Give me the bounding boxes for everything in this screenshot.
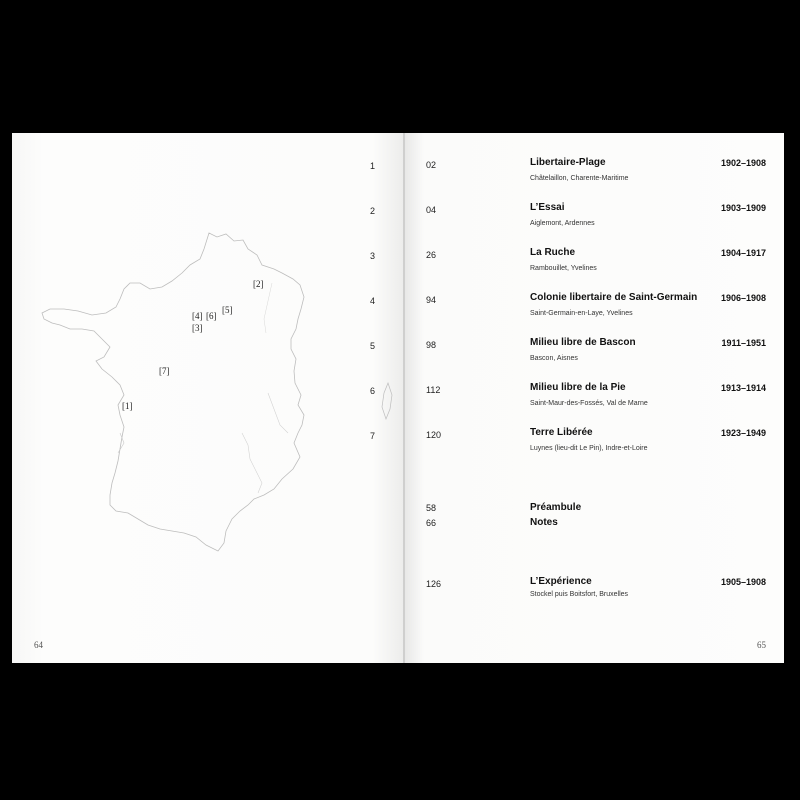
map-marker-4: [4] bbox=[192, 311, 203, 321]
extra-page-ref: 66 bbox=[426, 518, 437, 528]
entry-page-ref: 94 bbox=[426, 295, 437, 305]
extra-title-preambule: Préambule bbox=[530, 502, 582, 513]
extra-title-notes: Notes bbox=[530, 517, 558, 528]
entry-title: Libertaire-Plage bbox=[530, 157, 606, 168]
entry-location: Rambouillet, Yvelines bbox=[530, 265, 597, 272]
entry-years: 1923–1949 bbox=[720, 428, 766, 438]
list-number-3: 3 bbox=[370, 251, 376, 261]
entry-title: Milieu libre de la Pie bbox=[530, 382, 626, 393]
entry-page-ref: 120 bbox=[426, 430, 442, 440]
page-number-right: 65 bbox=[757, 640, 766, 650]
map-marker-1: [1] bbox=[122, 401, 133, 411]
entry-location: Saint-Germain-en-Laye, Yvelines bbox=[530, 310, 633, 317]
entry-location: Bascon, Aisnes bbox=[530, 355, 578, 362]
map-marker-3: [3] bbox=[192, 323, 203, 333]
entry-location: Châtelaillon, Charente-Maritime bbox=[530, 175, 629, 182]
entry-years: 1905–1908 bbox=[720, 577, 766, 587]
list-number-5: 5 bbox=[370, 341, 376, 351]
entry-years: 1902–1908 bbox=[720, 158, 766, 168]
entry-location: Saint-Maur-des-Fossés, Val de Marne bbox=[530, 400, 648, 407]
entry-title: L’Expérience bbox=[530, 576, 592, 587]
entry-location: Luynes (lieu-dit Le Pin), Indre-et-Loire bbox=[530, 445, 648, 452]
entry-years: 1911–1951 bbox=[721, 338, 766, 348]
entry-page-ref: 126 bbox=[426, 579, 442, 589]
map-marker-2: [2] bbox=[253, 279, 264, 289]
entry-page-ref: 112 bbox=[426, 385, 441, 395]
list-number-7: 7 bbox=[370, 431, 376, 441]
entry-title: Terre Libérée bbox=[530, 427, 593, 438]
open-book bbox=[12, 133, 784, 663]
page-number-left: 64 bbox=[34, 640, 43, 650]
list-number-2: 2 bbox=[370, 206, 376, 216]
france-outline-map bbox=[12, 133, 404, 663]
entry-title: Colonie libertaire de Saint-Germain bbox=[530, 292, 698, 303]
list-number-1: 1 bbox=[370, 161, 376, 171]
entry-title: La Ruche bbox=[530, 247, 576, 258]
map-marker-5: [5] bbox=[222, 305, 233, 315]
map-marker-7: [7] bbox=[159, 366, 170, 376]
entry-title: L’Essai bbox=[530, 202, 565, 213]
left-page bbox=[12, 133, 404, 663]
right-page bbox=[405, 133, 784, 663]
entry-years: 1904–1917 bbox=[720, 248, 766, 258]
entry-years: 1903–1909 bbox=[720, 203, 766, 213]
entry-years: 1913–1914 bbox=[720, 383, 766, 393]
entry-page-ref: 98 bbox=[426, 340, 437, 350]
list-number-4: 4 bbox=[370, 296, 376, 306]
list-number-6: 6 bbox=[370, 386, 376, 396]
extra-page-ref: 58 bbox=[426, 503, 437, 513]
entry-location: Stockel puis Boitsfort, Bruxelles bbox=[530, 591, 629, 598]
entry-page-ref: 26 bbox=[426, 250, 437, 260]
entry-title: Milieu libre de Bascon bbox=[530, 337, 636, 348]
entry-years: 1906–1908 bbox=[720, 293, 766, 303]
map-marker-6: [6] bbox=[206, 311, 217, 321]
entry-location: Aiglemont, Ardennes bbox=[530, 220, 595, 227]
entry-page-ref: 02 bbox=[426, 160, 437, 170]
entry-page-ref: 04 bbox=[426, 205, 437, 215]
